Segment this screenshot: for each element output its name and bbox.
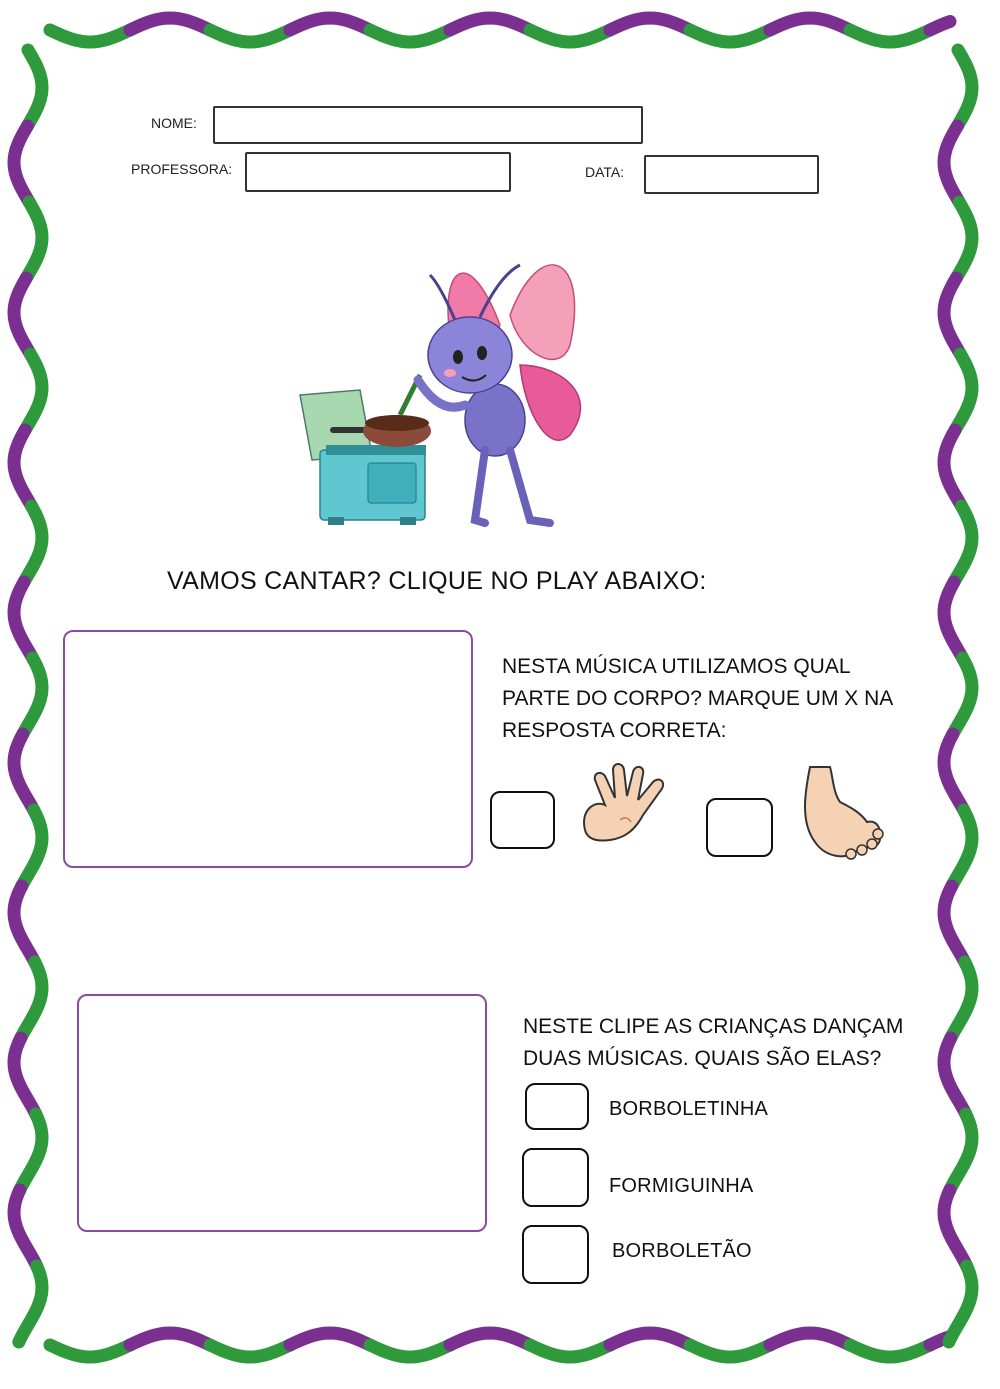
ribbon-segment [130,1333,210,1345]
ribbon-segment [24,506,42,582]
ribbon-segment [610,1333,690,1345]
ribbon-segment [23,658,42,734]
option-formiguinha: FORMIGUINHA [609,1175,754,1197]
ribbon-segment [290,18,370,30]
checkbox-hand[interactable] [490,791,555,849]
ribbon-segment [14,734,34,810]
ribbon-segment [27,50,42,126]
ribbon-segment [850,1345,930,1357]
ribbon-segment [50,30,130,42]
ribbon-segment [944,278,960,354]
name-field[interactable] [213,106,643,144]
ribbon-segment [14,430,31,506]
ribbon-segment [14,1190,37,1266]
ribbon-segment [25,354,42,430]
play-instruction: VAMOS CANTAR? CLIQUE NO PLAY ABAIXO: [167,567,707,595]
ribbon-segment [954,506,972,582]
ribbon-segment [944,582,963,658]
ribbon-segment [14,278,30,354]
ribbon-segment [950,1114,972,1190]
ribbon-segment [290,1333,370,1345]
video-player-1[interactable] [63,630,473,868]
ribbon-segment [770,18,850,30]
ribbon-segment [850,30,930,42]
ribbon-segment [370,30,450,42]
question-2-line-1: NESTE CLIPE AS CRIANÇAS DANÇAM [523,1015,904,1038]
option-borboletinha: BORBOLETINHA [609,1098,769,1120]
question-1-line-1: NESTA MÚSICA UTILIZAMOS QUAL [502,655,851,678]
ribbon-segment [944,1190,967,1266]
checkbox-borboletao[interactable] [522,1225,589,1284]
date-label: DATA: [585,164,625,180]
question-1-line-3: RESPOSTA CORRETA: [502,719,727,742]
question-2-line-2: DUAS MÚSICAS. QUAIS SÃO ELAS? [523,1047,882,1070]
question-1-line-2: PARTE DO CORPO? MARQUE UM X NA [502,687,894,710]
ribbon-segment [20,1114,42,1190]
ribbon-segment [944,126,959,202]
ribbon-segment [370,1345,450,1357]
ribbon-segment [770,1333,850,1345]
butterfly-cooking-illustration [290,245,610,535]
teacher-field[interactable] [245,152,511,192]
ribbon-segment [690,30,770,42]
option-borboletao: BORBOLETÃO [612,1240,752,1262]
ribbon-segment [21,962,42,1038]
ribbon-segment [26,202,42,278]
video-player-2[interactable] [77,994,487,1232]
checkbox-foot[interactable] [706,798,773,857]
checkbox-borboletinha[interactable] [525,1083,589,1130]
question-2-text [523,1011,973,1075]
foot-icon [795,762,890,867]
ribbon-segment [955,354,972,430]
question-1-text [502,651,962,747]
ribbon-segment [14,126,29,202]
ribbon-segment [690,1345,770,1357]
ribbon-segment [22,810,42,886]
ribbon-segment [130,18,210,30]
ribbon-segment [610,18,690,30]
ribbon-segment [450,1333,530,1345]
teacher-label: PROFESSORA: [131,161,233,177]
ribbon-segment [530,30,610,42]
date-field[interactable] [644,155,819,194]
ribbon-segment [944,886,965,962]
ribbon-segment [530,1345,610,1357]
ribbon-segment [957,50,972,126]
ribbon-segment [952,810,972,886]
ribbon-segment [14,582,33,658]
ribbon-segment [14,1038,36,1114]
ribbon-segment [19,1266,42,1342]
ribbon-segment [210,1345,290,1357]
name-label: NOME: [151,115,197,131]
ribbon-segment [210,30,290,42]
ribbon-segment [949,1266,972,1342]
checkbox-formiguinha[interactable] [522,1148,589,1207]
hand-icon [575,760,685,850]
ribbon-segment [944,430,961,506]
ribbon-segment [50,1345,130,1357]
ribbon-segment [14,886,35,962]
ribbon-segment [930,22,950,30]
ribbon-segment [450,18,530,30]
ribbon-segment [956,202,972,278]
